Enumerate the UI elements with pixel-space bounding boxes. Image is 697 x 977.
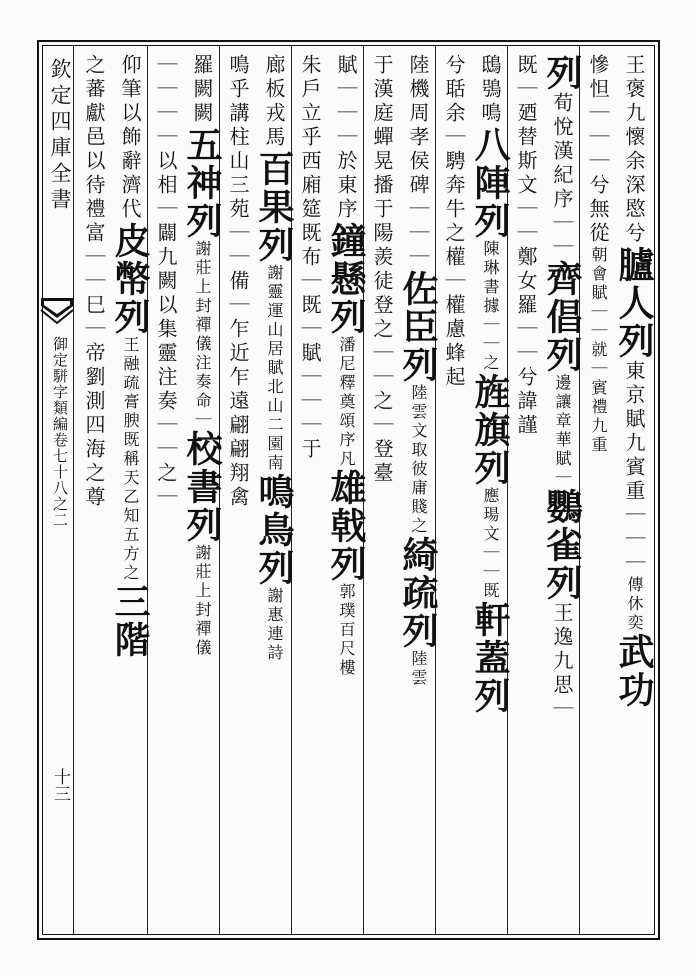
text-column-1 — [613, 54, 655, 932]
headword: 臚人列 — [613, 246, 655, 360]
text-column-10 — [292, 54, 328, 932]
text-segment: 山三苑｜｜備｜乍近乍遠 — [226, 150, 250, 414]
text-segment: 謝惠連詩 — [265, 587, 284, 663]
text-column-8 — [364, 54, 400, 932]
headword: 列 — [541, 54, 583, 92]
text-column-3 — [541, 54, 583, 932]
text-column-7 — [397, 54, 439, 932]
text-column-11 — [253, 54, 295, 932]
text-segment: 王逸九思｜ — [550, 602, 574, 722]
headword: 百果列 — [253, 150, 295, 264]
text-segment: 翩翩翔禽 — [226, 414, 250, 510]
headword: 佐臣列 — [397, 270, 439, 384]
text-segment: 謝靈運山居賦北山二園南 — [265, 264, 284, 473]
text-segment: 仰筆以飾辭濟代 — [118, 54, 142, 222]
text-segment: ｜以相｜闢九闕以集靈 — [154, 126, 178, 366]
text-segment: 朝會賦｜｜就｜賓禮九重 — [589, 246, 608, 455]
text-segment: ｜｜兮諱謹 — [514, 318, 538, 438]
headword: 校書列 — [181, 430, 223, 544]
text-segment: 荀悅漢紀序｜｜ — [550, 92, 574, 260]
text-column-14 — [148, 54, 184, 932]
text-column-4 — [508, 54, 544, 932]
text-segment: 羅闕闕 — [190, 54, 214, 126]
headword: 綺疏列 — [397, 536, 439, 650]
text-segment: 徒登之｜｜之｜ — [370, 270, 394, 438]
text-column-2 — [580, 54, 616, 932]
text-segment: 王融疏膏腴既稱天乙知五方之 — [121, 336, 140, 583]
headword: 鸚雀列 — [541, 488, 583, 602]
text-segment: ｜騁奔牛之權 — [442, 126, 466, 270]
text-segment: 既｜廼替斯文 — [514, 54, 538, 198]
text-segment: ｜權慮蜂起 — [442, 270, 466, 390]
headword: 齊倡列 — [541, 260, 583, 374]
headword: 旌旗列 — [469, 373, 511, 487]
text-segment: 陸雲文取彼庸賤之 — [409, 384, 428, 536]
text-segment: 陸機周孝侯碑｜｜｜ — [406, 54, 430, 270]
text-column-13 — [181, 54, 223, 932]
text-segment: 兮聒余 — [442, 54, 466, 126]
headword: 皮幣列 — [109, 222, 151, 336]
text-segment: ｜｜鄭女羅 — [514, 198, 538, 318]
text-segment: 潘尼釋奠頌序凡 — [337, 336, 356, 469]
margin-book-title: 欽定四庫全書 — [48, 58, 72, 214]
text-column-6 — [436, 54, 472, 932]
text-segment: 邊讓章華賦｜ — [553, 374, 572, 488]
text-segment: 謝莊上封禪儀注奏命｜ — [193, 240, 212, 430]
text-segment: 傳休奕 — [625, 576, 644, 633]
text-column-12 — [220, 54, 256, 932]
text-column-15 — [109, 54, 151, 932]
text-segment: 登臺 — [370, 438, 394, 486]
margin-volume-label: 御定駢字類編卷七十八之二 — [51, 336, 69, 528]
headword: 軒蓋列 — [469, 601, 511, 715]
headword: 武功 — [613, 633, 655, 709]
text-segment: ｜｜｜ — [622, 504, 646, 576]
margin-divider — [73, 46, 74, 934]
text-segment: 筵既布｜既｜ — [298, 198, 322, 342]
text-segment: 郭璞百尺樓 — [337, 583, 356, 678]
text-segment: 應瑒文｜｜既 — [481, 487, 500, 601]
text-segment: 之蕃獻邑以待禮 — [82, 54, 106, 222]
headword: 鳴鳥列 — [253, 473, 295, 587]
text-column-9 — [325, 54, 367, 932]
headword: 雄戟列 — [325, 469, 367, 583]
text-segment: 陸雲 — [409, 650, 428, 688]
text-column-16 — [76, 54, 112, 932]
text-segment: 賦｜｜｜於東序 — [334, 54, 358, 222]
text-segment: 王褒九懷余深愍兮 — [622, 54, 646, 246]
text-segment: 鴟鴞鳴 — [478, 54, 502, 126]
text-segment: 東京賦九賓重 — [622, 360, 646, 504]
text-segment: 朱戶立乎西廂 — [298, 54, 322, 198]
text-segment: 注奏｜｜之｜ — [154, 366, 178, 510]
text-segment: 鳴乎講柱 — [226, 54, 250, 150]
headword: 三階 — [109, 583, 151, 659]
headword: 五神列 — [181, 126, 223, 240]
text-segment: 陳琳書據｜｜之 — [481, 240, 500, 373]
text-segment: 廊板戎馬 — [262, 54, 286, 150]
text-segment: 慘怛｜｜｜兮無從 — [586, 54, 610, 246]
text-segment: 賦｜｜｜于 — [298, 342, 322, 462]
text-segment: 謝莊上封禪儀 — [193, 544, 212, 658]
headword: 鐘懸列 — [325, 222, 367, 336]
text-column-5 — [469, 54, 511, 932]
text-segment: 于漢庭蟬晃播于陽羨 — [370, 54, 394, 270]
text-segment: 富｜｜巳｜帝劉測四海之尊 — [82, 222, 106, 510]
fishtail-mark-icon — [40, 296, 74, 326]
headword: 八陣列 — [469, 126, 511, 240]
text-segment: ｜｜｜ — [154, 54, 178, 126]
margin-page-number: 十三 — [50, 768, 70, 802]
